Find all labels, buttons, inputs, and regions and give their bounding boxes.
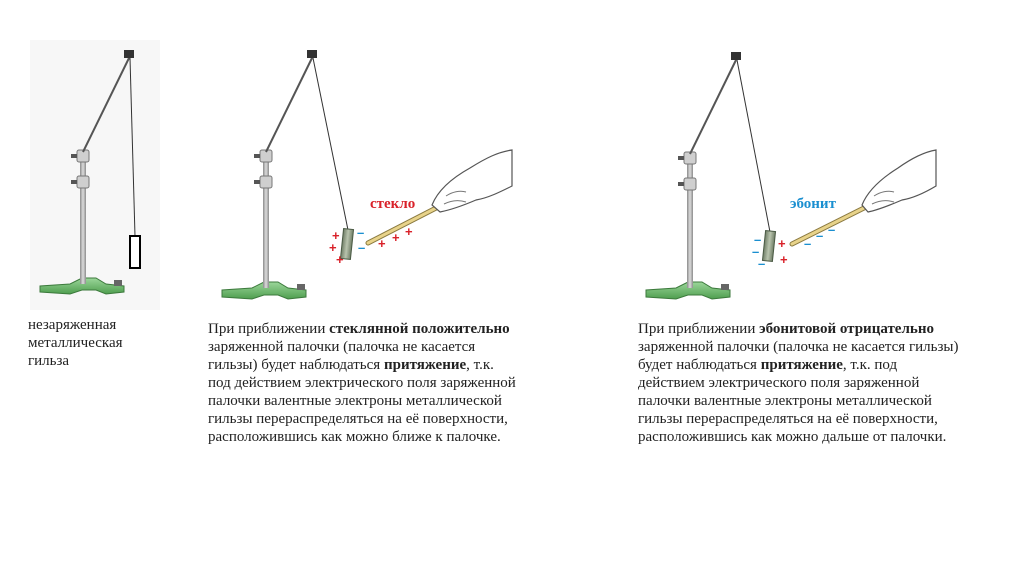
stand-screw: [297, 284, 305, 290]
caption-line: палочки валентные электроны металлической: [208, 393, 502, 409]
minus-sign: –: [358, 240, 366, 255]
clamp-screw: [678, 182, 684, 186]
stand-rod: [263, 150, 269, 288]
minus-sign: –: [804, 236, 812, 251]
metal-sleeve: [130, 236, 140, 268]
minus-sign: –: [758, 256, 766, 271]
plus-sign: +: [392, 230, 400, 245]
caption-line: гильзы) будет наблюдаться притяжение, т.к.: [208, 357, 494, 373]
plus-sign: +: [329, 240, 337, 255]
clamp-screw: [678, 156, 684, 160]
plus-sign: +: [336, 252, 344, 267]
clamp-screw: [71, 180, 77, 184]
clamp-screw: [71, 154, 77, 158]
stand-clamp-lower: [77, 176, 89, 188]
caption-line: будет наблюдаться притяжение, т.к. под: [638, 357, 898, 373]
stand-screw: [114, 280, 122, 286]
panel3-caption: [638, 320, 958, 446]
plus-sign: +: [780, 252, 788, 267]
arm-tip: [731, 52, 741, 60]
caption-line: гильзы перераспределяться на её поверхности,: [208, 411, 508, 427]
minus-sign: –: [816, 228, 824, 243]
caption-line: палочки валентные электроны металлической: [638, 393, 932, 409]
caption-line: гильза: [28, 353, 70, 369]
panel1-caption: [28, 316, 123, 370]
plus-sign: +: [405, 224, 413, 239]
caption-line: расположившись как можно ближе к палочке.: [208, 429, 501, 445]
stand-clamp-lower: [684, 178, 696, 190]
plus-sign: +: [378, 236, 386, 251]
panel2-caption: [208, 320, 516, 446]
arm-tip: [307, 50, 317, 58]
caption-line: При приближении эбонитовой отрицательно: [638, 321, 934, 337]
caption-line: под действием электрического поля заряженной: [208, 375, 516, 391]
caption-line: гильзы перераспределяться на её поверхности,: [638, 411, 938, 427]
clamp-screw: [254, 154, 260, 158]
minus-sign: –: [357, 225, 365, 240]
caption-line: При приближении стеклянной положительно: [208, 321, 510, 337]
stand-rod: [80, 150, 86, 284]
stand-rod: [687, 152, 693, 288]
caption-line: заряженной палочки (палочка не касается гильзы): [638, 339, 959, 355]
arm-tip: [124, 50, 134, 58]
stand-screw: [721, 284, 729, 290]
ebonite-rod-label: эбонит: [790, 196, 836, 212]
minus-sign: –: [752, 244, 760, 259]
minus-sign: –: [754, 232, 762, 247]
stand-clamp-lower: [260, 176, 272, 188]
caption-line: металлическая: [28, 335, 123, 351]
plus-sign: +: [778, 236, 786, 251]
glass-rod-label: стекло: [370, 196, 416, 212]
caption-line: незаряженная: [28, 317, 117, 333]
plus-sign: +: [332, 228, 340, 243]
caption-line: заряженной палочки (палочка не касается: [208, 339, 476, 355]
caption-line: расположившись как можно дальше от палочки.: [638, 429, 947, 445]
panel1-background: [30, 40, 160, 310]
caption-line: действием электрического поля заряженной: [638, 375, 920, 391]
clamp-screw: [254, 180, 260, 184]
minus-sign: –: [828, 222, 836, 237]
